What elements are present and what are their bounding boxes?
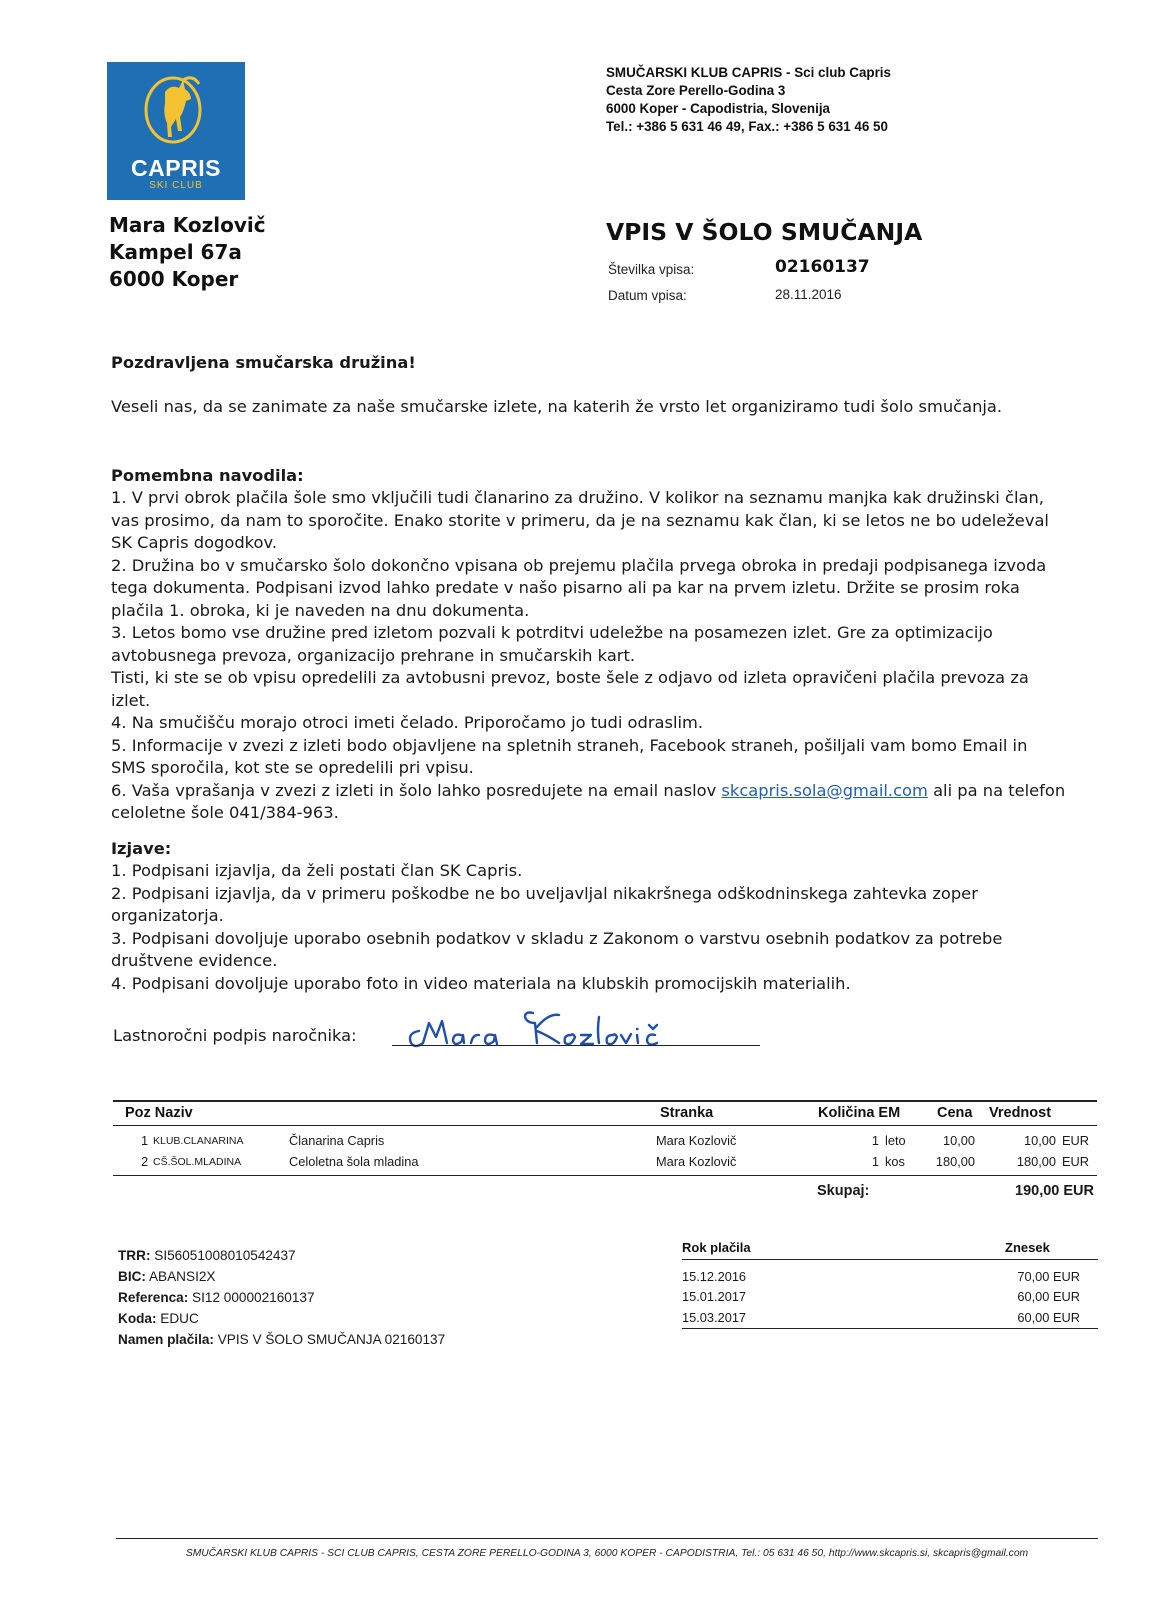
club-street: Cesta Zore Perello-Godina 3: [606, 83, 786, 98]
purpose-line: [118, 1332, 445, 1347]
page-footer: SMUČARSKI KLUB CAPRIS - SCI CLUB CAPRIS, CESTA ZORE PERELLO-GODINA 3, 6000 KOPER - CAPODISTRIA, Tel.: 05 631 46 50, http://www.skcapris.si, skcapris@gmail.com: [185, 1548, 1029, 1559]
table-top-rule: [113, 1100, 1097, 1102]
schedule-header-rule: [682, 1259, 1098, 1260]
row-unit: leto: [885, 1133, 906, 1148]
trr-value: SI56051008010542437: [154, 1248, 296, 1263]
club-phone: Tel.: +386 5 631 46 49, Fax.: +386 5 631 46 50: [606, 119, 888, 134]
row-customer: Mara Kozlovič: [656, 1133, 737, 1148]
footer-rule: [116, 1538, 1098, 1539]
club-name: SMUČARSKI KLUB CAPRIS - Sci club Capris: [606, 65, 891, 80]
instruction-6-text-end: ali pa na telefon celoletne šole 041/384-963.: [111, 780, 1066, 822]
trr-label: TRR:: [118, 1248, 151, 1263]
signature-label: Lastnoročni podpis naročnika:: [113, 1026, 357, 1045]
row-unit: kos: [885, 1154, 905, 1169]
trr-line: [118, 1248, 296, 1263]
bic-value: ABANSI2X: [148, 1269, 216, 1284]
header-kolicina-em: Količina EM: [818, 1105, 901, 1121]
recipient-name: Mara Kozlovič: [109, 213, 266, 237]
row-price: 10,00: [942, 1133, 975, 1148]
row-currency: EUR: [1062, 1154, 1090, 1169]
row-value: 10,00: [1023, 1133, 1056, 1148]
instruction-item: 2. Družina bo v smučarsko šolo dokončno vpisana ob prejemu plačila prvega obroka in predaji podpisanega izvoda tega dokumenta. Podpisani izvod lahko predate v našo pisarno ali pa kar na prvem izletu. Držite se prosim roka plačila 1. obroka, ki je naveden na dnu dokumenta.: [111, 555, 1047, 620]
schedule-amount: 60,00 EUR: [1017, 1289, 1080, 1304]
bic-label: BIC:: [118, 1269, 146, 1284]
row-price: 180,00: [935, 1154, 975, 1169]
instruction-item: 4. Na smučišču morajo otroci imeti čelado. Priporočamo jo tudi odraslim.: [111, 713, 704, 732]
schedule-header-date: Rok plačila: [682, 1240, 751, 1255]
row-code: KLUB.CLANARINA: [153, 1135, 244, 1147]
statement-item: 1. Podpisani izjavlja, da želi postati član SK Capris.: [111, 861, 523, 880]
document-title: VPIS V ŠOLO SMUČANJA: [606, 218, 923, 246]
reference-line: [118, 1290, 315, 1305]
recipient-city: 6000 Koper: [109, 267, 239, 291]
purpose-label: Namen plačila:: [118, 1332, 214, 1347]
club-logo: [107, 62, 245, 200]
table-bottom-rule: [113, 1175, 1097, 1176]
row-position: 2: [141, 1154, 149, 1169]
greeting: Pozdravljena smučarska družina!: [111, 353, 416, 372]
club-city: 6000 Koper - Capodistria, Slovenija: [606, 101, 830, 116]
code-line: [118, 1311, 199, 1326]
code-label: Koda:: [118, 1311, 157, 1326]
enrollment-date: 28.11.2016: [775, 287, 842, 302]
row-currency: EUR: [1062, 1133, 1090, 1148]
row-code: CŠ.ŠOL.MLADINA: [153, 1156, 242, 1168]
code-value: EDUC: [160, 1311, 199, 1326]
statement-item: 4. Podpisani dovoljuje uporabo foto in video materiala na klubskih promocijskih materialih.: [111, 973, 851, 993]
row-position: 1: [141, 1133, 149, 1148]
purpose-value: VPIS V ŠOLO SMUČANJA 02160137: [217, 1332, 446, 1347]
reference-value: SI12 000002160137: [192, 1290, 315, 1305]
row-quantity: 1: [871, 1154, 879, 1169]
recipient-street: Kampel 67a: [109, 240, 242, 264]
instruction-6-text: 6. Vaša vprašanja v zvezi z izleti in šolo lahko posredujete na email naslov: [111, 780, 717, 800]
instruction-item: 3. Letos bomo vse družine pred izletom pozvali k potrditvi udeležbe na posamezen izlet. Gre za optimizacijo avtobusnega prevoza, organizacijo prehrane in smučarskih kart.: [111, 623, 993, 665]
header-cena: Cena: [937, 1105, 973, 1121]
header-poz-naziv: Poz Naziv: [125, 1105, 193, 1121]
row-quantity: 1: [871, 1133, 879, 1148]
row-name: Članarina Capris: [289, 1133, 385, 1148]
signature-line: [392, 1045, 760, 1046]
total-value: 190,00 EUR: [1015, 1183, 1094, 1199]
total-label: Skupaj:: [817, 1183, 870, 1199]
enrollment-number-label: Številka vpisa:: [608, 262, 695, 277]
schedule-amount: 60,00 EUR: [1017, 1310, 1080, 1325]
statement-item: 3. Podpisani dovoljuje uporabo osebnih podatkov v skladu z Zakonom o varstvu osebnih podatkov za potrebe društvene evidence.: [111, 928, 1003, 970]
row-value: 180,00: [1016, 1154, 1056, 1169]
logo-subtitle: SKI CLUB: [149, 180, 203, 191]
bic-line: [118, 1269, 215, 1284]
schedule-bottom-rule: [682, 1328, 1098, 1329]
reference-label: Referenca:: [118, 1290, 189, 1305]
instruction-item: 1. V prvi obrok plačila šole smo vključili tudi članarino za družino. V kolikor na seznamu manjka kak družinski član, vas prosimo, da nam to sporočite. Enako storite v primeru, da je na seznamu kak član, ki se letos ne bo udeleževal SK Capris dogodkov.: [111, 488, 1049, 552]
row-customer: Mara Kozlovič: [656, 1154, 737, 1169]
statement-item: 2. Podpisani izjavlja, da v primeru poškodbe ne bo uveljavljal nikakršnega odškodninskega zahtevka zoper organizatorja.: [111, 883, 978, 925]
club-address: [606, 64, 891, 136]
schedule-date: 15.03.2017: [682, 1310, 747, 1325]
statements-list: [111, 860, 1066, 995]
schedule-date: 15.12.2016: [682, 1269, 747, 1284]
instruction-item: [111, 780, 1066, 825]
enrollment-date-label: Datum vpisa:: [608, 288, 687, 303]
statements-heading: Izjave:: [111, 839, 172, 858]
intro-paragraph: Veseli nas, da se zanimate za naše smučarske izlete, na katerih že vrsto let organiziramo tudi šolo smučanja.: [111, 397, 1003, 416]
schedule-header-amount: Znesek: [1005, 1240, 1050, 1255]
instructions-heading: Pomembna navodila:: [111, 466, 304, 485]
row-name: Celoletna šola mladina: [289, 1154, 419, 1169]
instruction-item: 5. Informacije v zvezi z izleti bodo objavljene na spletnih straneh, Facebook straneh, pošiljali vam bomo Email in SMS sporočila, kot ste se opredelili pri vpisu.: [111, 735, 1028, 777]
header-stranka: Stranka: [660, 1105, 714, 1121]
schedule-date: 15.01.2017: [682, 1289, 747, 1304]
instruction-item: Tisti, ki ste se ob vpisu opredelili za avtobusni prevoz, boste šele z odjavo od izleta opravičeni plačila prevoza za izlet.: [111, 668, 1029, 710]
schedule-amount: 70,00 EUR: [1017, 1269, 1080, 1284]
enrollment-number: 02160137: [775, 257, 870, 277]
table-header-rule: [113, 1125, 1097, 1126]
recipient-address: [109, 212, 266, 293]
school-email-link[interactable]: skcapris.sola@gmail.com: [721, 780, 928, 800]
logo-name: CAPRIS: [131, 155, 221, 181]
header-vrednost: Vrednost: [989, 1105, 1052, 1121]
instructions-list: [111, 487, 1066, 825]
